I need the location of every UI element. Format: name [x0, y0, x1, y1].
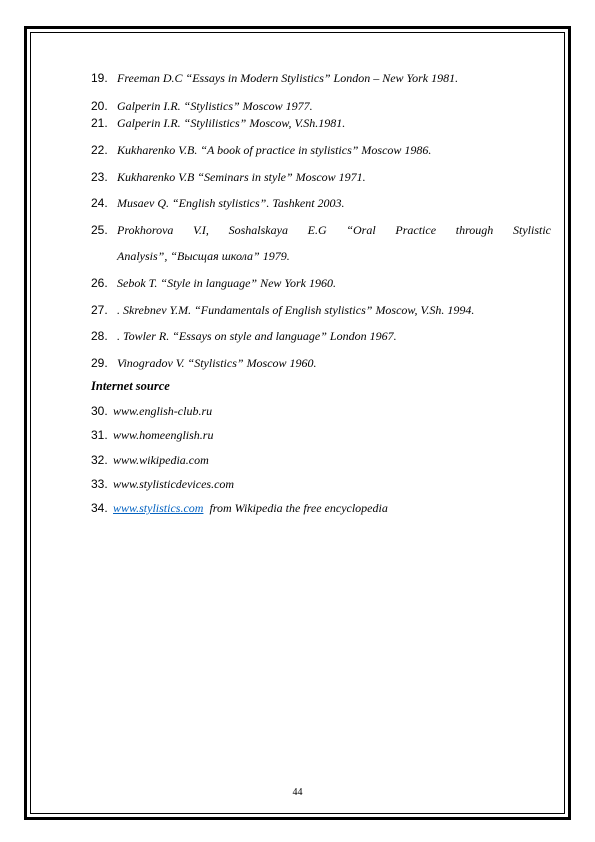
reference-number: 25. [91, 223, 108, 237]
reference-text: Galperin I.R. “Stylilistics” Moscow, V.Sh.1981. [117, 116, 346, 130]
reference-number: 22. [91, 143, 108, 157]
reference-number: 21. [91, 116, 108, 130]
website-text: www.homeenglish.ru [113, 428, 214, 442]
reference-number: 29. [91, 356, 108, 370]
reference-number: 34. [91, 501, 108, 515]
reference-text: Sebok T. “Style in language” New York 1960. [117, 276, 336, 290]
reference-text: Kukharenko V.B “Seminars in style” Moscow 1971. [117, 170, 366, 184]
reference-text: Kukharenko V.B. “A book of practice in stylistics” Moscow 1986. [117, 143, 432, 157]
reference-number: 27. [91, 303, 108, 317]
reference-number: 28. [91, 329, 108, 343]
reference-number: 19. [91, 71, 108, 85]
reference-text-line2: Analysis”, “Высщая школа” 1979. [117, 249, 290, 263]
reference-number: 24. [91, 196, 108, 210]
reference-number: 30. [91, 404, 108, 418]
reference-text-line1: Prokhorova V.I, Soshalskaya E.G “Oral Practice through Stylistic [117, 223, 551, 237]
reference-text: Vinogradov V. “Stylistics” Moscow 1960. [117, 356, 317, 370]
reference-number: 20. [91, 99, 108, 113]
page-number: 44 [292, 787, 303, 798]
reference-text: Galperin I.R. “Stylistics” Moscow 1977. [117, 99, 313, 113]
reference-number: 26. [91, 276, 108, 290]
reference-number: 32. [91, 453, 108, 467]
website-link[interactable]: www.stylistics.com [113, 501, 204, 515]
reference-number: 33. [91, 477, 108, 491]
reference-text: Musaev Q. “English stylistics”. Tashkent 2003. [117, 196, 345, 210]
website-text: www.wikipedia.com [113, 453, 209, 467]
website-text: www.english-club.ru [113, 404, 213, 418]
reference-text: . Towler R. “Essays on style and language” London 1967. [117, 329, 397, 343]
internet-source-heading: Internet source [91, 379, 170, 393]
reference-number: 31. [91, 428, 108, 442]
reference-number: 23. [91, 170, 108, 184]
website-link-suffix: from Wikipedia the free encyclopedia [203, 501, 388, 515]
website-text: www.stylisticdevices.com [113, 477, 235, 491]
website-link-line [113, 500, 388, 516]
reference-text: Freeman D.C “Essays in Modern Stylistics” London – New York 1981. [117, 71, 459, 85]
reference-text: . Skrebnev Y.M. “Fundamentals of English stylistics” Moscow, V.Sh. 1994. [117, 303, 475, 317]
